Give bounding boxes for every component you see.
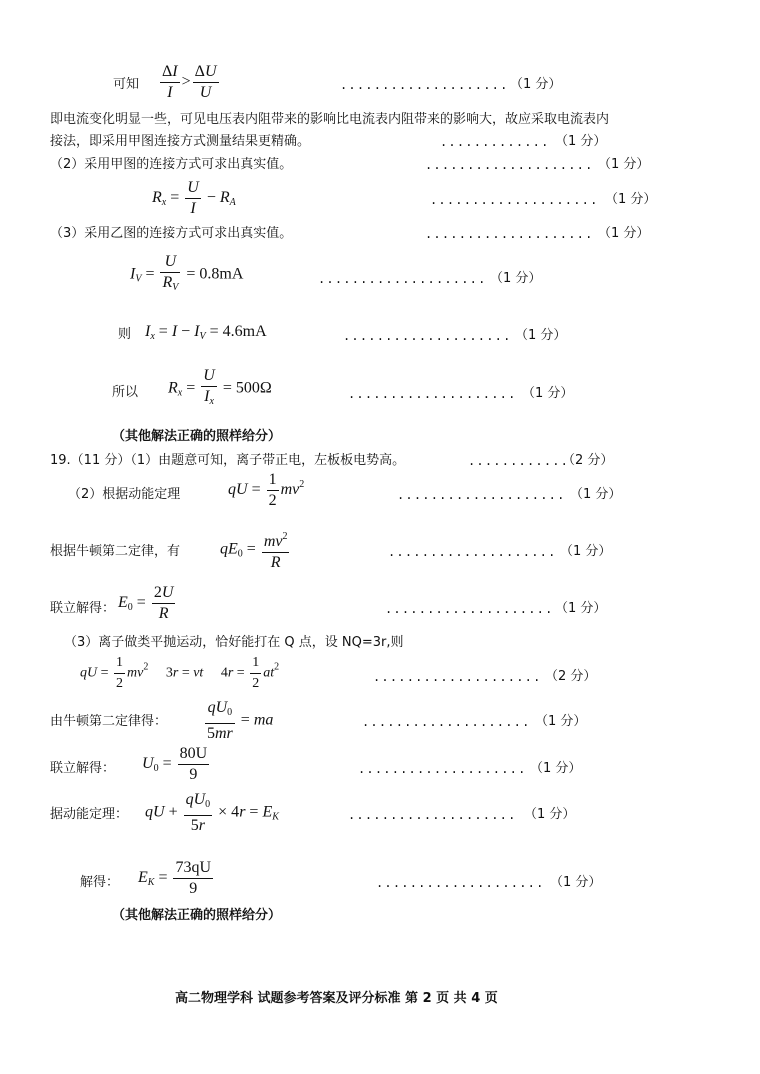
formula-delta-ratio: $\frac{\Delta I}{I}$ > $\frac{\Delta U}{U}$ bbox=[162, 63, 217, 101]
score-label: （1 分） bbox=[555, 134, 607, 149]
formula-rx: $R_x$ = $\frac{U}{I}$ − $R_A$ bbox=[152, 179, 236, 217]
paragraph-line: 接法，即采用甲图连接方式测量结果更精确。 bbox=[50, 134, 311, 149]
score-label: （1 分） bbox=[560, 544, 612, 559]
dot-leader: .................... bbox=[376, 876, 545, 890]
formula-system: qU = $\frac{1}{2}$ $mv^2$ 3r = vt 4r = $\frac{1}{2}$ $at^2$ bbox=[80, 653, 279, 694]
dot-leader: .................... bbox=[318, 272, 487, 286]
formula-kinetic-energy: qU = $\frac{1}{2}$ $mv^2$ bbox=[228, 471, 305, 509]
formula-iv: $I_V$ = $\frac{U}{R_V}$ = 0.8mA bbox=[130, 252, 243, 298]
q19-3-label: （3）离子做类平抛运动，恰好能打在 Q 点，设 NQ=3r,则 bbox=[64, 635, 404, 650]
score-label: （1 分） bbox=[510, 77, 562, 92]
score-label: （1 分） bbox=[522, 386, 574, 401]
dot-leader: .................... bbox=[358, 762, 527, 776]
lianli-label: 联立解得： bbox=[50, 601, 116, 616]
dot-leader: .................... bbox=[385, 602, 554, 616]
score-label: （1 分） bbox=[605, 192, 657, 207]
other-methods-note: （其他解法正确的照样给分） bbox=[112, 908, 282, 923]
score-label: （1 分） bbox=[598, 226, 650, 241]
lianli2-label: 联立解得： bbox=[50, 761, 116, 776]
iv-value: 0.8mA bbox=[199, 265, 244, 283]
score-label: （1 分） bbox=[550, 875, 602, 890]
score-label: （1 分） bbox=[530, 761, 582, 776]
q19-2-label: （2）根据动能定理 bbox=[68, 487, 181, 502]
score-label: （1 分） bbox=[490, 271, 542, 286]
formula-u0: $U_0$ = $\frac{80U}{9}$ bbox=[142, 745, 208, 783]
dot-leader: .................... bbox=[348, 808, 517, 822]
dot-leader: .................... bbox=[348, 387, 517, 401]
keyi-label: 可知 bbox=[113, 77, 140, 92]
ek-numerator: 73qU bbox=[175, 859, 212, 876]
formula-qe0: $qE_0$ = $\frac{mv^2}{R}$ bbox=[220, 531, 288, 571]
formula-e0: $E_0$ = $\frac{2U}{R}$ bbox=[118, 584, 174, 622]
dot-leader: .................... bbox=[425, 158, 594, 172]
formula-energy: qU + $\frac{qU_0}{5r}$ × $4r = E_K$ bbox=[145, 791, 279, 834]
jiede-label: 解得： bbox=[80, 875, 120, 890]
dot-leader: .................... bbox=[373, 670, 542, 684]
dot-leader: .................... bbox=[425, 227, 594, 241]
score-label: （2 分） bbox=[545, 669, 597, 684]
ze-label: 则 bbox=[118, 327, 132, 342]
score-label: （1 分） bbox=[535, 714, 587, 729]
dot-leader: .................... bbox=[340, 78, 509, 92]
ix-value: 4.6mA bbox=[222, 323, 267, 340]
dot-leader: .................... bbox=[397, 488, 566, 502]
newton-label: 根据牛顿第二定律，有 bbox=[50, 544, 181, 559]
score-label: （1 分） bbox=[570, 487, 622, 502]
dot-leader: .................... bbox=[343, 329, 512, 343]
part2-label: （2）采用甲图的连接方式可求出真实值。 bbox=[50, 157, 293, 172]
newton2-label: 由牛顿第二定律得： bbox=[50, 714, 168, 729]
formula-ix: $I_x = I - I_V = 4.6mA$ bbox=[145, 323, 267, 342]
dongneng-label: 据动能定理： bbox=[50, 807, 129, 822]
formula-acceleration: $\frac{qU_0}{5mr}$ = ma bbox=[207, 699, 274, 742]
paragraph-line: 即电流变化明显一些，可见电压表内阻带来的影响比电流表内阻带来的影响大，故应采取电流表内 bbox=[50, 112, 610, 127]
score-label: （1 分） bbox=[598, 157, 650, 172]
dot-leader: .................... bbox=[362, 715, 531, 729]
dot-leader: ............ bbox=[468, 454, 570, 468]
score-label: （1 分） bbox=[515, 328, 567, 343]
suoyi-label: 所以 bbox=[112, 385, 139, 400]
score-label: （1 分） bbox=[555, 601, 607, 616]
u0-numerator: 80U bbox=[179, 745, 208, 762]
other-methods-note: （其他解法正确的照样给分） bbox=[112, 429, 282, 444]
page-footer: 高二物理学科 试题参考答案及评分标准 第 2 页 共 4 页 bbox=[175, 991, 498, 1006]
dot-leader: .................... bbox=[430, 193, 599, 207]
dot-leader: ............. bbox=[440, 135, 550, 149]
score-label: （2 分） bbox=[562, 453, 614, 468]
rx-value: 500Ω bbox=[235, 379, 272, 397]
part3-label: （3）采用乙图的连接方式可求出真实值。 bbox=[50, 226, 293, 241]
q19-line: 19.（11 分）（1）由题意可知，离子带正电，左板板电势高。 bbox=[50, 453, 406, 468]
formula-ek: $E_K$ = $\frac{73qU}{9}$ bbox=[138, 859, 212, 897]
dot-leader: .................... bbox=[388, 545, 557, 559]
formula-rx-value: $R_x$ = $\frac{U}{I_x}$ = 500Ω bbox=[168, 366, 272, 412]
score-label: （1 分） bbox=[524, 807, 576, 822]
